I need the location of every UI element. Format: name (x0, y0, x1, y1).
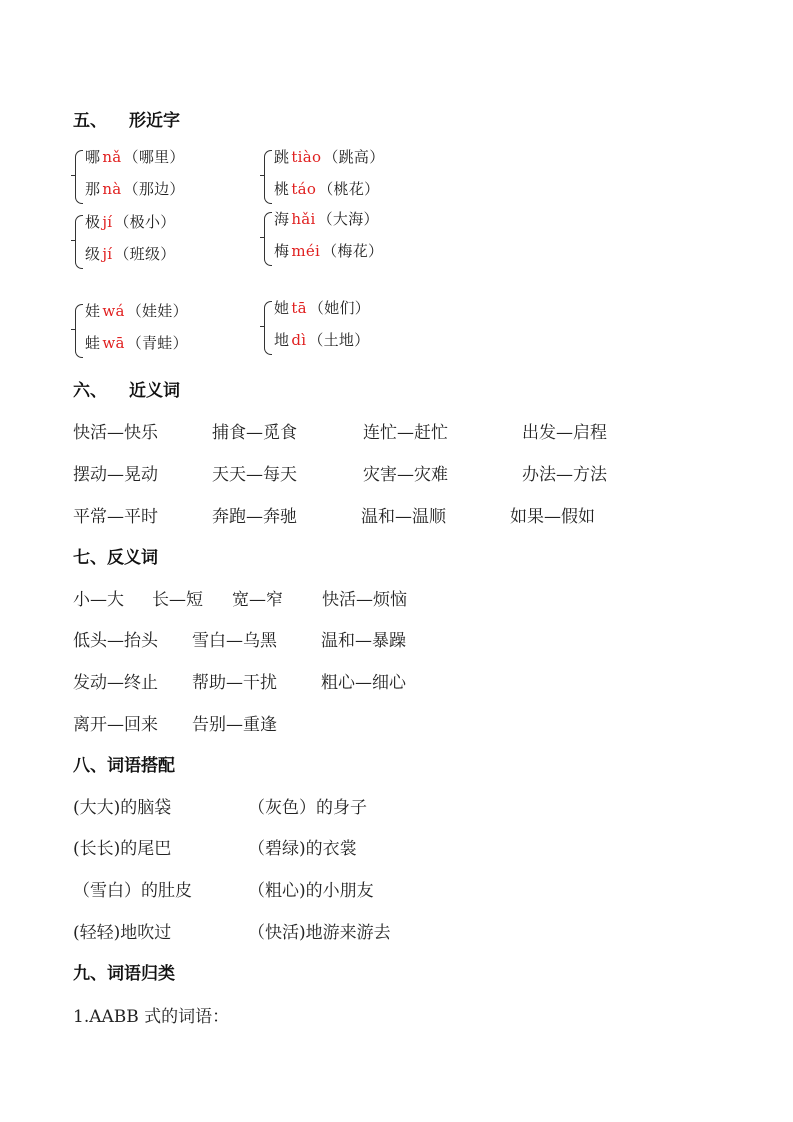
word-pair: 连忙—赶忙 (363, 423, 448, 443)
word-pair: 办法—方法 (522, 465, 607, 485)
section-9-heading: 九、词语归类 (73, 964, 175, 984)
similar-char-pair: 哪 nǎ （哪里） 那 nà （那边） (75, 146, 225, 210)
word-pair: 长—短 (152, 590, 203, 610)
brace-icon (264, 301, 272, 355)
word-pair: 出发—启程 (522, 423, 607, 443)
word-pair: 灾害—灾难 (363, 465, 448, 485)
collocation-item: （粗心)的小朋友 (248, 881, 374, 901)
word-pair: 平常—平时 (73, 507, 158, 527)
word-pair: 温和—暴躁 (321, 631, 406, 651)
word-pair: 离开—回来 (73, 715, 158, 735)
word-pair: 快活—快乐 (73, 423, 158, 443)
collocation-item: （雪白）的肚皮 (73, 881, 192, 901)
brace-icon (75, 215, 83, 269)
word-pair: 告别—重逢 (192, 715, 277, 735)
brace-icon (264, 150, 272, 204)
section-5-heading (73, 106, 180, 131)
classification-item: 1.AABB 式的词语： (73, 1007, 230, 1027)
similar-char-pair: 跳 tiào （跳高） 桃 táo （桃花） (264, 146, 414, 210)
section-number: 六、 (73, 381, 107, 401)
collocation-item: （快活)地游来游去 (248, 923, 391, 943)
collocation-item: （碧绿)的衣裳 (248, 839, 357, 859)
section-number: 五、 (73, 111, 107, 131)
word-pair: 低头—抬头 (73, 631, 158, 651)
word-pair: 发动—终止 (73, 673, 158, 693)
brace-icon (264, 212, 272, 266)
word-pair: 奔跑—奔驰 (212, 507, 297, 527)
similar-char-pair: 她 tā （她们） 地 dì （土地） (264, 297, 414, 361)
word-pair: 粗心—细心 (321, 673, 406, 693)
section-6-heading (73, 376, 180, 401)
brace-icon (75, 304, 83, 358)
word-pair: 捕食—觅食 (212, 423, 297, 443)
word-pair: 帮助—干扰 (192, 673, 277, 693)
similar-char-pair: 极 jí （极小） 级 jí （班级） (75, 211, 225, 275)
word-pair: 快活—烦恼 (322, 590, 407, 610)
brace-icon (75, 150, 83, 204)
collocation-item: (轻轻)地吹过 (73, 923, 172, 943)
word-pair: 如果—假如 (510, 507, 595, 527)
collocation-item: (长长)的尾巴 (73, 839, 172, 859)
similar-char-pair: 娃 wá （娃娃） 蛙 wā （青蛙） (75, 300, 225, 364)
word-pair: 雪白—乌黑 (192, 631, 277, 651)
section-title: 形近字 (129, 111, 180, 131)
word-pair: 宽—窄 (232, 590, 283, 610)
section-8-heading: 八、词语搭配 (73, 756, 175, 776)
section-title: 近义词 (129, 381, 180, 401)
word-pair: 小—大 (73, 590, 124, 610)
section-7-heading: 七、反义词 (73, 548, 158, 568)
word-pair: 天天—每天 (212, 465, 297, 485)
word-pair: 温和—温顺 (361, 507, 446, 527)
collocation-item: (大大)的脑袋 (73, 798, 172, 818)
collocation-item: （灰色）的身子 (248, 798, 367, 818)
word-pair: 摆动—晃动 (73, 465, 158, 485)
similar-char-pair: 海 hǎi （大海） 梅 méi （梅花） (264, 208, 414, 272)
